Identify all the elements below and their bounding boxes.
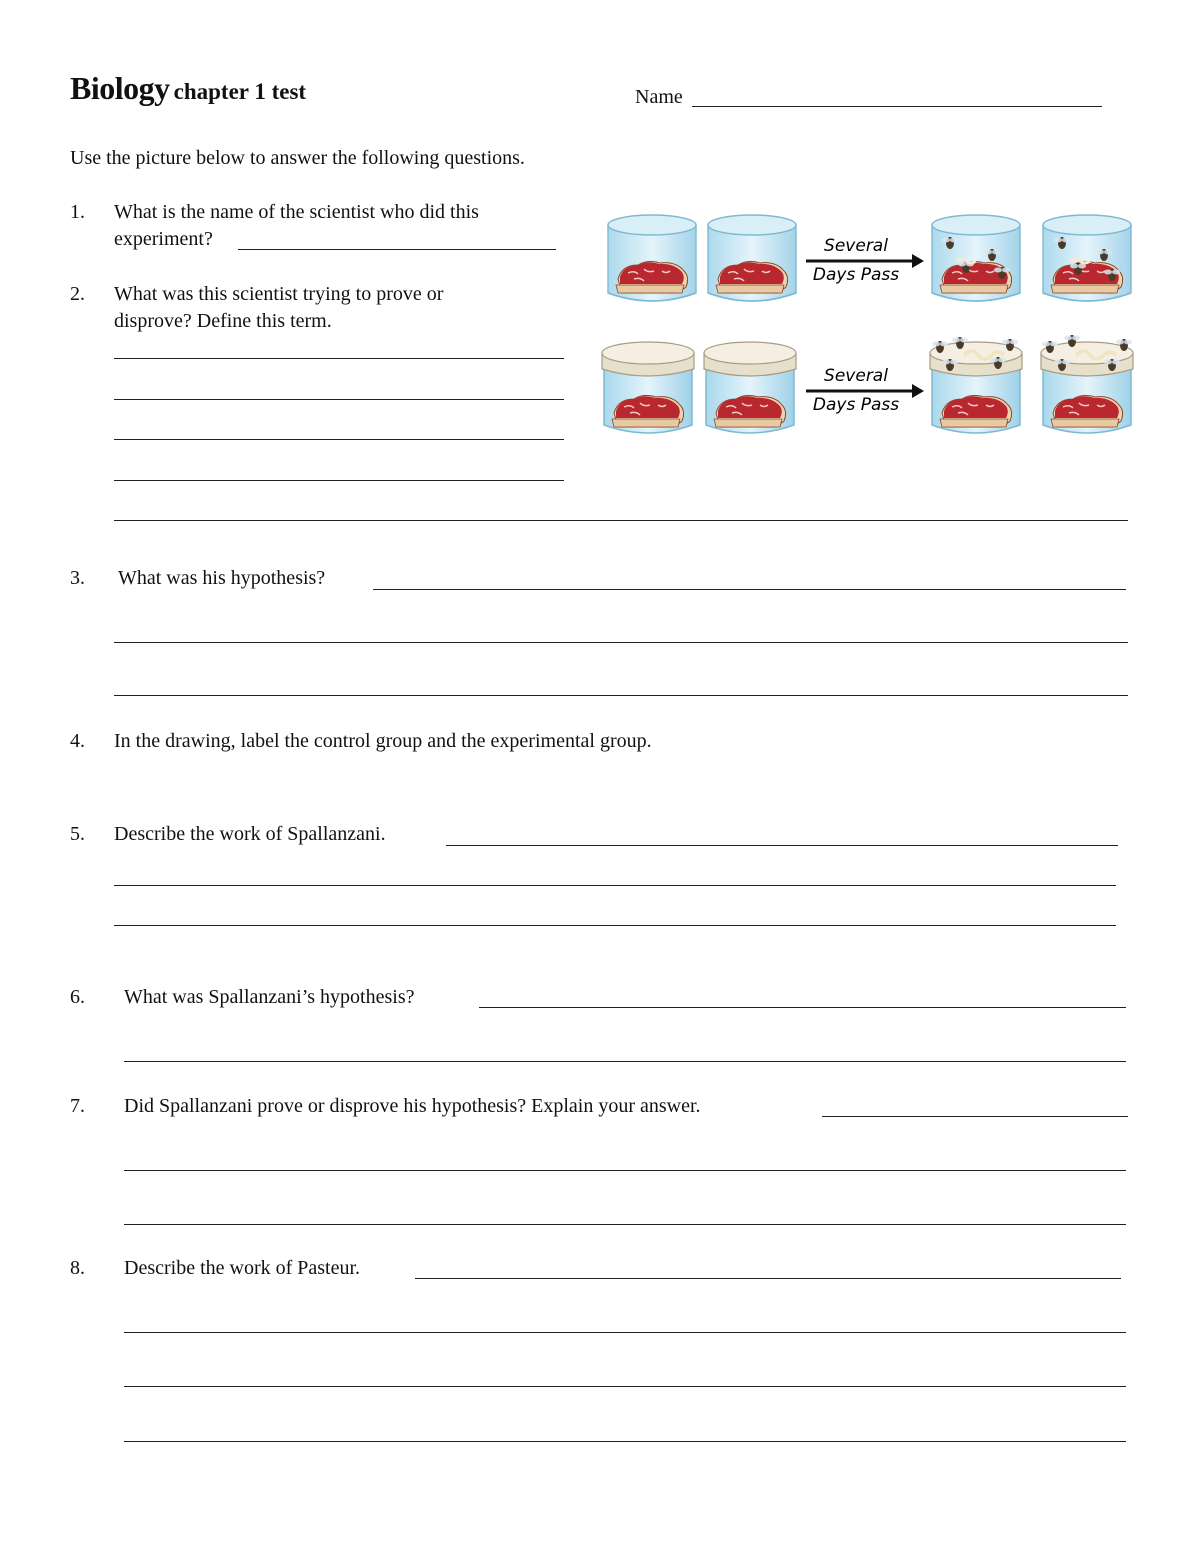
answer-line-q6[interactable] <box>479 1007 1126 1008</box>
answer-line-q8[interactable] <box>124 1386 1126 1387</box>
redi-experiment-figure <box>600 205 1145 445</box>
answer-line-q3[interactable] <box>114 642 1128 643</box>
answer-line-q6[interactable] <box>124 1061 1126 1062</box>
answer-line-q2[interactable] <box>114 480 564 481</box>
question-5-number: 5. <box>70 823 85 845</box>
answer-line-q2[interactable] <box>114 439 564 440</box>
question-4-number: 4. <box>70 730 85 752</box>
question-1-number: 1. <box>70 201 85 223</box>
question-2-line-2: disprove? Define this term. <box>114 310 332 332</box>
question-4-text: In the drawing, label the control group and the experimental group. <box>114 730 652 752</box>
arrow-label-bottom-line-1: Several <box>824 366 888 386</box>
name-field[interactable] <box>692 106 1102 107</box>
question-3-text: What was his hypothesis? <box>118 567 326 589</box>
answer-line-q5[interactable] <box>114 925 1116 926</box>
answer-line-q1[interactable] <box>238 249 556 250</box>
question-7-text: Did Spallanzani prove or disprove his hypothesis? Explain your answer. <box>124 1095 701 1117</box>
question-5-text: Describe the work of Spallanzani. <box>114 823 386 845</box>
question-2-number: 2. <box>70 283 85 305</box>
answer-line-q3[interactable] <box>373 589 1126 590</box>
question-6-number: 6. <box>70 986 85 1008</box>
arrow-label-top-line-1: Several <box>824 236 888 256</box>
name-label: Name <box>635 86 683 108</box>
answer-line-q8[interactable] <box>124 1332 1126 1333</box>
arrow-label-bottom-line-2: Days Pass <box>812 395 900 415</box>
answer-line-q3[interactable] <box>114 695 1128 696</box>
question-6-text: What was Spallanzani’s hypothesis? <box>124 986 415 1008</box>
answer-line-q2[interactable] <box>114 520 1128 521</box>
answer-line-q8[interactable] <box>415 1278 1121 1279</box>
answer-line-q7[interactable] <box>124 1170 1126 1171</box>
answer-line-q5[interactable] <box>446 845 1118 846</box>
question-3-number: 3. <box>70 567 85 589</box>
question-1-line-1: What is the name of the scientist who did this <box>114 201 479 223</box>
arrow-label-top-line-2: Days Pass <box>812 265 900 285</box>
answer-line-q2[interactable] <box>114 358 564 359</box>
question-7-number: 7. <box>70 1095 85 1117</box>
answer-line-q2[interactable] <box>114 399 564 400</box>
title-main: Biology <box>70 70 170 106</box>
question-1-line-2: experiment? <box>114 228 213 250</box>
instructions: Use the picture below to answer the following questions. <box>70 147 525 169</box>
answer-line-q7[interactable] <box>822 1116 1128 1117</box>
page-title <box>70 70 306 107</box>
question-8-text: Describe the work of Pasteur. <box>124 1257 361 1279</box>
answer-line-q5[interactable] <box>114 885 1116 886</box>
question-8-number: 8. <box>70 1257 85 1279</box>
question-2-line-1: What was this scientist trying to prove or <box>114 283 444 305</box>
answer-line-q8[interactable] <box>124 1441 1126 1442</box>
answer-line-q7[interactable] <box>124 1224 1126 1225</box>
title-sub: chapter 1 test <box>173 79 307 104</box>
